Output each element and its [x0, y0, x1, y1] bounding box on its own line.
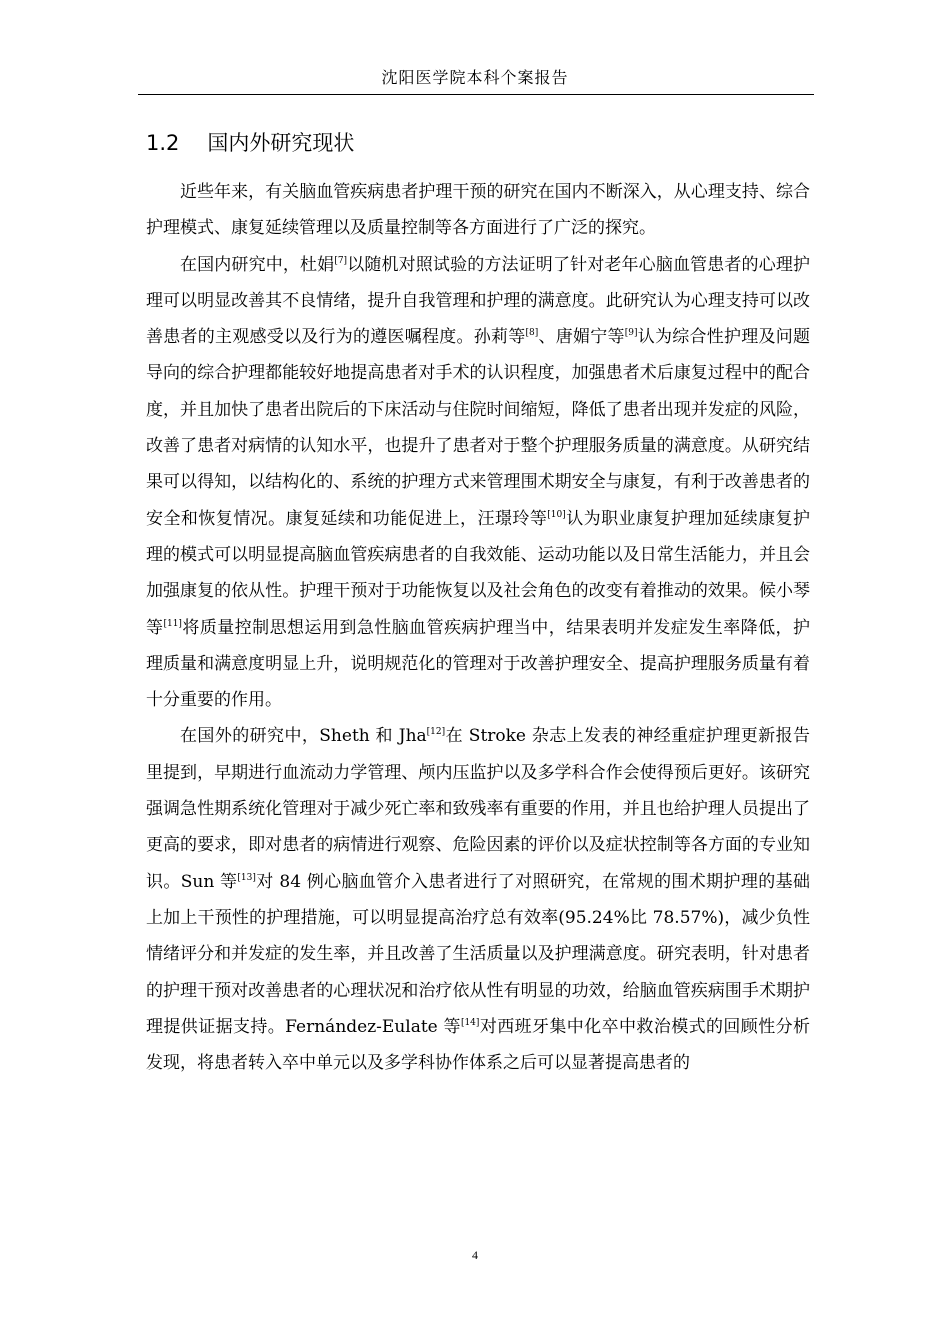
citation-ref: [13]: [237, 872, 256, 883]
header-rule: [138, 94, 814, 95]
text-run: 以随机对照试验的方法证明了针对老年心脑血管患者的心理护理可以明显改善其不良情绪，提升自我管理和护理的满意度。此研究认为心理支持可以改善患者的主观感受以及行为的遵医嘱程度。孙莉等: [146, 254, 810, 348]
citation-ref: [14]: [460, 1017, 480, 1028]
text-run: 将质量控制思想运用到急性脑血管疾病护理当中，结果表明并发症发生率降低，护理质量和满意度明显上升，说明规范化的管理对于改善护理安全、提高护理服务质量有着十分重要的作用。: [146, 617, 811, 711]
text-run: 在国外的研究中，Sheth 和 Jha: [180, 726, 427, 747]
citation-ref: [7]: [334, 255, 348, 266]
text-run: 认为职业康复护理加延续康复护理的模式可以明显提高脑血管疾病患者的自我效能、运动功能以及日常生活能力，并且会加强康复的依从性。护理干预对于功能恢复以及社会角色的改变有着推动的效果。候小琴等: [146, 508, 810, 638]
page-number: 4: [472, 1248, 478, 1262]
citation-ref: [10]: [547, 509, 566, 520]
text-run: 认为综合性护理及问题导向的综合护理都能较好地提高患者对手术的认识程度，加强患者术后康复过程中的配合度，并且加快了患者出院后的下床活动与住院时间缩短，降低了患者出现并发症的风险，改善了患者对病情的认知水平，也提升了患者对于整个护理服务质量的满意度。从研究结果可以得知，以结构化的、系统的护理方式来管理围术期安全与康复，有利于改善患者的安全和恢复情况。康复延续和功能促进上，汪璟玲等: [146, 327, 810, 529]
text-run: 、唐媚宁等: [538, 327, 625, 348]
citation-ref: [12]: [426, 727, 446, 738]
paragraph-domestic: [146, 247, 810, 719]
citation-ref: [9]: [624, 328, 638, 339]
text-run: 近些年来，有关脑血管疾病患者护理干预的研究在国内不断深入，从心理支持、综合护理模式、康复延续管理以及质量控制等各方面进行了广泛的探究。: [146, 182, 810, 239]
running-header: 沈阳医学院本科个案报告: [381, 68, 569, 87]
section-title: 国内外研究现状: [207, 131, 355, 155]
paragraph-international: [146, 718, 810, 1081]
citation-ref: [8]: [525, 328, 539, 339]
paragraph-intro: [146, 174, 810, 247]
text-run: 在国内研究中，杜娟: [180, 254, 335, 275]
text-run: 在 Stroke 杂志上发表的神经重症护理更新报告里提到，早期进行血流动力学管理、颅内压监护以及多学科合作会使得预后更好。该研究强调急性期系统化管理对于减少死亡率和致残率有重要的作用，并且也给护理人员提出了更高的要求，即对患者的病情进行观察、危险因素的评价以及症状控制等各方面的专业知识。Sun 等: [146, 726, 810, 892]
section-heading: [146, 128, 354, 158]
text-run: 对 84 例心脑血管介入患者进行了对照研究，在常规的围术期护理的基础上加上干预性的护理措施，可以明显提高治疗总有效率(95.24%比 78.57%)，减少负性情绪评分和并发症的发生率，并且改善了生活质量以及护理满意度。研究表明，针对患者的护理干预对改善患者的心理状况和治疗依从性有明显的功效，给脑血管疾病围手术期护理提供证据支持。Fernández-Eulate 等: [146, 871, 810, 1037]
section-number: 1.2: [146, 131, 180, 155]
body-text: [146, 174, 810, 1081]
text-run: 对西班牙集中化卒中救治模式的回顾性分析发现，将患者转入卒中单元以及多学科协作体系之后可以显著提高患者的: [146, 1016, 810, 1074]
citation-ref: [11]: [163, 618, 182, 629]
